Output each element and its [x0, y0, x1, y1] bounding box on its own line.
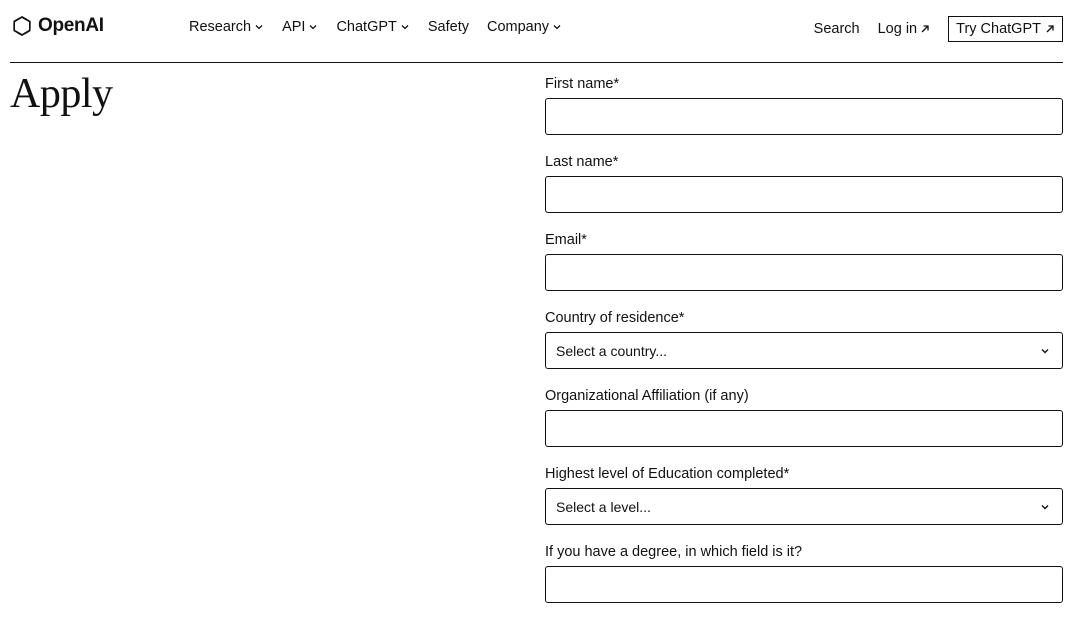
nav-item-chatgpt[interactable] — [336, 19, 409, 35]
degree-label: If you have a degree, in which field is it? — [545, 544, 803, 560]
chevron-down-icon — [1040, 502, 1050, 512]
nav-item-safety[interactable] — [428, 19, 469, 35]
affiliation-input[interactable] — [545, 410, 1063, 447]
arrow-up-right-icon — [1045, 24, 1055, 34]
page-title: Apply — [10, 71, 113, 117]
nav-item-company[interactable] — [487, 19, 562, 35]
affiliation-field — [545, 386, 1063, 464]
country-select[interactable] — [545, 332, 1063, 369]
header-actions — [814, 16, 1063, 42]
country-select-value: Select a country... — [556, 342, 668, 359]
nav-item-research[interactable] — [189, 19, 264, 35]
affiliation-label: Organizational Affiliation (if any) — [545, 388, 749, 404]
education-field — [545, 464, 1063, 542]
nav-item-label: Safety — [427, 19, 469, 35]
degree-field — [545, 542, 1063, 620]
email-label: Email* — [545, 232, 587, 248]
nav-item-label: ChatGPT — [336, 19, 397, 35]
nav-item-label: API — [282, 19, 306, 35]
try-chatgpt-button[interactable] — [948, 16, 1063, 42]
login-label: Log in — [877, 21, 918, 37]
search-link[interactable]: Search — [813, 21, 860, 37]
last-name-label: Last name* — [545, 154, 619, 170]
country-label: Country of residence* — [545, 310, 685, 326]
nav-item-label: Company — [486, 19, 550, 35]
first-name-label: First name* — [545, 76, 620, 92]
last-name-input[interactable] — [545, 176, 1063, 213]
login-link[interactable] — [878, 21, 931, 37]
nav-item-api[interactable] — [282, 19, 318, 35]
education-select[interactable] — [545, 488, 1063, 525]
education-select-value: Select a level... — [556, 498, 651, 515]
last-name-field — [545, 152, 1063, 230]
chevron-down-icon — [254, 22, 264, 32]
application-form — [545, 74, 1063, 620]
education-label: Highest level of Education completed* — [545, 466, 790, 482]
country-field — [545, 308, 1063, 386]
openai-logo-icon — [10, 14, 34, 38]
main-nav — [189, 19, 580, 35]
nav-item-label: Research — [189, 19, 252, 35]
try-chatgpt-label: Try ChatGPT — [956, 21, 1041, 37]
first-name-input[interactable] — [545, 98, 1063, 135]
logo-text: OpenAI — [38, 15, 104, 36]
chevron-down-icon — [1040, 346, 1050, 356]
first-name-field — [545, 74, 1063, 152]
chevron-down-icon — [308, 22, 318, 32]
chevron-down-icon — [552, 22, 562, 32]
email-input[interactable] — [545, 254, 1063, 291]
chevron-down-icon — [400, 22, 410, 32]
arrow-up-right-icon — [920, 24, 930, 34]
openai-logo[interactable] — [10, 14, 104, 38]
degree-input[interactable] — [545, 566, 1063, 603]
email-field — [545, 230, 1063, 308]
header-divider — [10, 62, 1063, 63]
site-header — [0, 0, 1080, 62]
